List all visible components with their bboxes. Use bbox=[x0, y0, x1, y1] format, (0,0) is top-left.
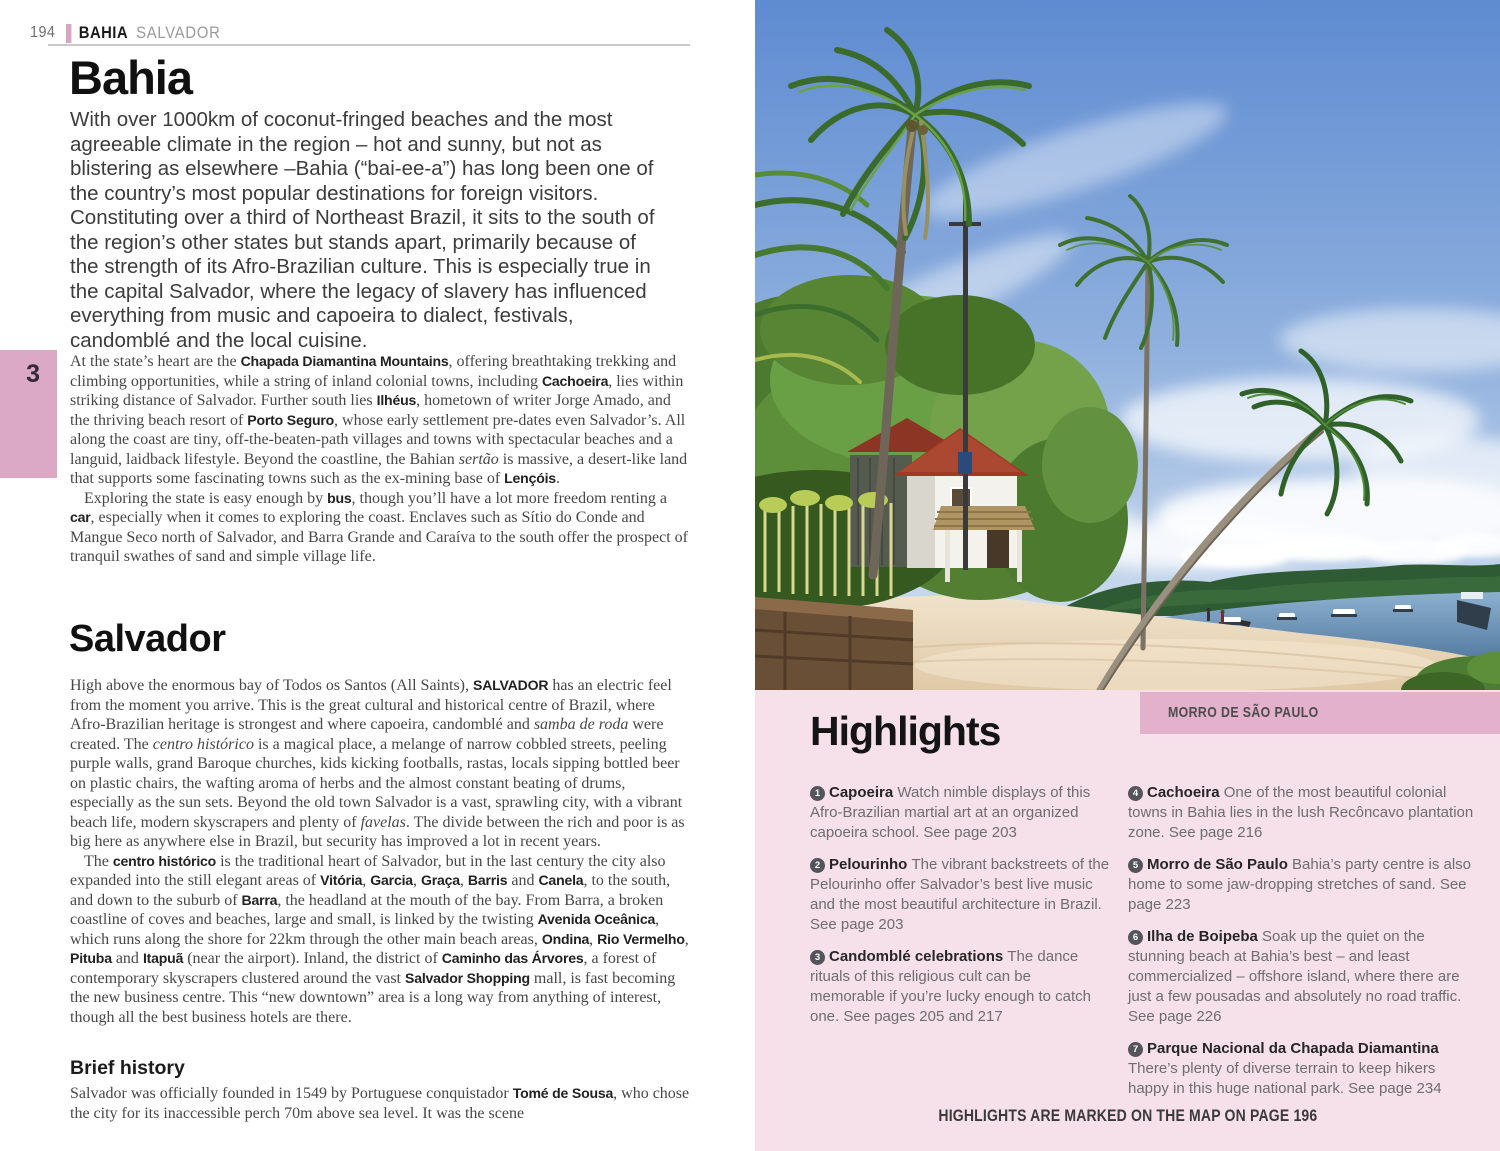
page-number: 194 bbox=[30, 24, 56, 41]
highlight-name: Morro de São Paulo bbox=[1147, 856, 1293, 873]
paragraph: High above the enormous bay of Todos os Santos (All Saints), SALVADOR has an electric feel from the moment you arrive. This is the great cultural and historical centre of Brazil, where Afro-Brazilian heritage is strongest and where capoeira, candomblé and samba de roda were created. The centro histórico is a magical place, a melange of narrow cobbled streets, peeling purple walls, grand Baroque churches, kids kicking footballs, rastas, locals sipping bottled beer on plastic chairs, the wafting aroma of herbs and the almost constant beating of drums, especially as the sun sets. Beyond the old town Salvador is a vast, sprawling city, with a vibrant beach life, modern skyscrapers and plenty of favelas. The divide between the rich and poor is as big here as anywhere else in Brazil, but security has improved a lot in recent years. bbox=[70, 677, 685, 850]
highlight-number-badge: 2 bbox=[810, 858, 825, 873]
highlights-column-right bbox=[1128, 783, 1480, 1111]
highlights-title: Highlights bbox=[810, 708, 1001, 754]
highlight-number-badge: 1 bbox=[810, 786, 825, 801]
photo-caption-band bbox=[1140, 692, 1500, 734]
page-header bbox=[30, 22, 221, 44]
chapter-number: 3 bbox=[26, 360, 40, 388]
header-accent-bar bbox=[66, 24, 71, 43]
boardwalk bbox=[755, 597, 913, 690]
highlight-item bbox=[1128, 927, 1480, 1027]
paragraph: At the state’s heart are the Chapada Diamantina Mountains, offering breathtaking trekking and climbing opportunities, while a string of inland colonial towns, including Cachoeira, lies within striking distance of Salvador. Further south lies Ilhéus, hometown of writer Jorge Amado, and the thriving beach resort of Porto Seguro, whose early settlement pre-dates even Salvador’s. All along the coast are tiny, off-the-beaten-path villages and towns with spectacular beaches and a languid, laidback lifestyle. Beyond the coastline, the Bahian sertão is massive, a desert-like land that supports some fascinating towns such as the ex-mining base of Lençóis. bbox=[70, 353, 688, 487]
header-subsection: SALVADOR bbox=[136, 23, 221, 42]
header-section: BAHIA bbox=[78, 23, 129, 42]
highlight-name: Capoeira bbox=[829, 784, 898, 801]
highlight-description: One of the most beautiful colonial towns in Bahia lies in the lush Recôncavo plantation zone. See page 216 bbox=[1128, 784, 1474, 841]
paragraph: Salvador was officially founded in 1549 by Portuguese conquistador Tomé de Sousa, who chose the city for its inaccessible perch 70m above sea level. It was the scene bbox=[70, 1085, 690, 1122]
highlight-number-badge: 4 bbox=[1128, 786, 1143, 801]
highlight-description: The dance rituals of this religious cult can be memorable if you’re lucky enough to catch one. See pages 205 and 217 bbox=[810, 948, 1091, 1025]
highlight-number-badge: 5 bbox=[1128, 858, 1143, 873]
highlight-name: Pelourinho bbox=[829, 856, 912, 873]
highlight-item bbox=[810, 947, 1110, 1027]
photo-caption: MORRO DE SÃO PAULO bbox=[1168, 704, 1319, 721]
chapter-tab bbox=[0, 350, 57, 478]
highlight-name: Cachoeira bbox=[1147, 784, 1224, 801]
highlight-item bbox=[1128, 1039, 1480, 1099]
highlight-description: The vibrant backstreets of the Pelourinho offer Salvador’s best live music and the most beautiful architecture in Brazil. See page 203 bbox=[810, 856, 1110, 933]
header-rule bbox=[48, 44, 690, 46]
photo-morro-de-sao-paulo bbox=[755, 0, 1500, 690]
highlight-description: Bahia’s party centre is also home to some jaw-dropping stretches of sand. See page 223 bbox=[1128, 856, 1472, 913]
highlight-description: There’s plenty of diverse terrain to keep hikers happy in this huge national park. See page 234 bbox=[1128, 1060, 1442, 1097]
bahia-body-text bbox=[70, 352, 692, 614]
highlights-footer: HIGHLIGHTS ARE MARKED ON THE MAP ON PAGE 196 bbox=[938, 1107, 1317, 1125]
highlight-number-badge: 6 bbox=[1128, 930, 1143, 945]
salvador-body-text bbox=[70, 676, 692, 1052]
highlight-item bbox=[1128, 783, 1480, 843]
highlight-name: Parque Nacional da Chapada Diamantina bbox=[1147, 1040, 1439, 1057]
highlight-name: Ilha de Boipeba bbox=[1147, 928, 1263, 945]
highlight-number-badge: 3 bbox=[810, 950, 825, 965]
highlights-column-left bbox=[810, 783, 1110, 1039]
paragraph: Exploring the state is easy enough by bus, though you’ll have a lot more freedom renting a car, especially when it comes to exploring the coast. Enclaves such as Sítio do Conde and Mangue Seco north of Salvador, and Barra Grande and Caraíva to the south offer the prospect of tranquil swathes of sand and simple village life. bbox=[70, 489, 688, 565]
highlight-name: Candomblé celebrations bbox=[829, 948, 1008, 965]
page-title: Bahia bbox=[69, 51, 192, 104]
salvador-heading: Salvador bbox=[69, 618, 226, 660]
highlight-item bbox=[1128, 855, 1480, 915]
brief-history-heading: Brief history bbox=[70, 1057, 185, 1079]
intro-paragraph: With over 1000km of coconut-fringed beaches and the most agreeable climate in the region – hot and sunny, but not as blistering as elsewhere –Bahia (“bai-ee-a”) has long been one of the country’s most popular destinations for foreign visitors. Constituting over a third of Northeast Brazil, it sits to the south of the region’s other states but stands apart, primarily because of the strength of its Afro-Brazilian culture. This is especially true in the capital Salvador, where the legacy of slavery has influenced everything from music and capoeira to dialect, festivals, candomblé and the local cuisine. bbox=[70, 108, 655, 352]
highlight-description: Soak up the quiet on the stunning beach at Bahia’s best – and least commercialized – offshore island, where there are just a few pousadas and absolutely no road traffic. See page 226 bbox=[1128, 928, 1462, 1025]
highlight-item bbox=[810, 855, 1110, 935]
paragraph: The centro histórico is the traditional heart of Salvador, but in the last century the city also expanded into the still elegant areas of Vitória, Garcia, Graça, Barris and Canela, to the south, and down to the suburb of Barra, the headland at the mouth of the bay. From Barra, a broken coastline of coves and beaches, large and small, is linked by the twisting Avenida Oceânica, which runs along the shore for 22km through the other main beach areas, Ondina, Rio Vermelho, Pituba and Itapuã (near the airport). Inland, the district of Caminho das Árvores, a forest of contemporary skyscrapers clustered around the vast Salvador Shopping mall, is fast becoming the new business centre. This “new downtown” area is a long way from anything of interest, though all the best business hotels are there. bbox=[70, 852, 689, 1026]
brief-history-text bbox=[70, 1084, 692, 1146]
highlight-number-badge: 7 bbox=[1128, 1042, 1143, 1057]
highlights-panel bbox=[755, 690, 1500, 1151]
highlight-item bbox=[810, 783, 1110, 843]
highlight-description: Watch nimble displays of this Afro-Brazilian martial art at an organized capoeira school. See page 203 bbox=[810, 784, 1091, 841]
